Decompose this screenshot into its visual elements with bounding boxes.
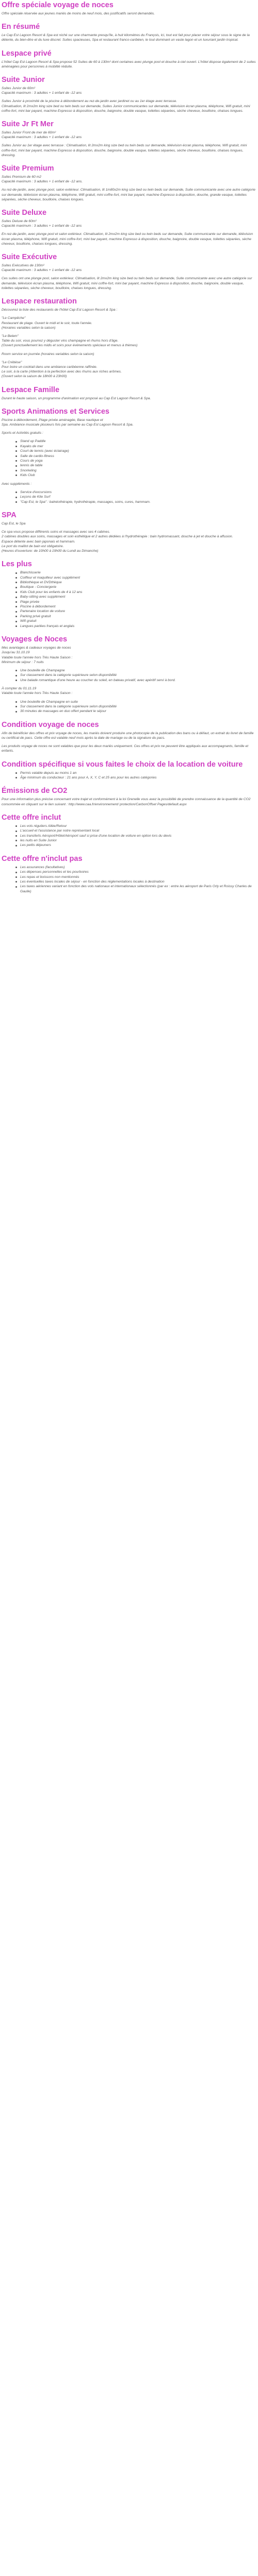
section-title: Sports Animations et Services xyxy=(2,407,109,416)
list-item: Boutique - Conciergerie xyxy=(20,585,256,589)
paragraph: À compter du 01.11.19 Valable toute l'année hors Très Haute Saison : xyxy=(2,687,73,696)
paragraph: Suites Premium de 60 m2 Capacité maximum : 3 adultes + 1 enfant de -12 ans. xyxy=(2,175,83,184)
list-item: Cours de yoga xyxy=(20,459,256,463)
paragraph: Suites Junior à proximité de la piscine à débordement au rez-de-jardin avec jardinet ou au 1er étage avec terrasse. Climatisation, lit 2mx2m king size bed ou twin beds sur demande, Suites Junior communicantes sur demande, télévision écran plasma, téléphone, Wifi gratuit, mini coffre-fort, mini bar payant, machine Expresso à disposition, douche, baignoire, double vasque, toilettes séparées, sèche cheveux, bouilloire, chaises longues. xyxy=(2,99,250,113)
list-item: Langues parlées français et anglais xyxy=(20,624,256,629)
paragraph: Suites Junior de 60m² Capacité maximum : 3 adultes + 1 enfant de -12 ans xyxy=(2,87,82,95)
list-item: Les assurances (facultatives) xyxy=(20,865,256,870)
bullet-list xyxy=(2,490,256,504)
section-cette-offre-inclut xyxy=(2,813,256,848)
list-item: Salle de cardio-fitness xyxy=(20,454,256,459)
list-item: Une bouteille de Champagne xyxy=(20,668,256,673)
section-title: Suite Premium xyxy=(2,164,54,173)
list-item: Les dépenses personnelles et les pourboires xyxy=(20,870,256,874)
paragraph: Room service en journée (horaires variables selon la saison) xyxy=(2,352,94,356)
paragraph: Suites Junior au 1er étage avec terrasse : Climatisation, lit 2mx2m king size bed ou twin beds sur demande, télévision écran plasma, téléphone, Wifi gratuit, mini coffre-fort, mini bar payant, machine Expresso à disposition, douche, baignoire, double vasque, toilettes séparées, sèche cheveux, bouilloire, chaises longues, dressing. xyxy=(2,144,247,157)
list-item: Les petits déjeuners xyxy=(20,843,256,848)
list-item: Les éventuelles taxes locales de séjour - en fonction des réglementations locales à destination xyxy=(20,879,256,884)
list-item: Sur classement dans la catégorie supérieure selon disponibilité xyxy=(20,704,256,709)
paragraph: Ces suites ont une plunge pool, salon extérieur. Climatisation, lit 2mx2m king size bed ou twin beds sur demande, Suite communicante avec une autre catégorie sur demande, télévision écran plasma, téléphone, Wifi gratuit, mini coffre-fort, mini bar payant, machine Expresso à disposition, douche, baignoire, double vasque, toilettes séparées, sèche cheveux, bouilloire, chaises longues, dressing. xyxy=(2,277,252,290)
bullet-list xyxy=(2,824,256,848)
section-title: Suite Junior xyxy=(2,76,45,84)
section-title: SPA xyxy=(2,511,17,520)
list-item: "Cap Est, le Spa" : balnéothérapie, hydrothérapie, massages, soins, cures, hammam. xyxy=(20,500,256,504)
list-item: tennis de table xyxy=(20,463,256,468)
list-item: Kids Club pour les enfants de 4 à 12 ans xyxy=(20,590,256,595)
bullet-list xyxy=(2,771,256,781)
bullet-list xyxy=(2,570,256,629)
paragraph: Avec suppléments : xyxy=(2,482,32,486)
section-emissions-de-co2 xyxy=(2,786,256,806)
section-title: En résumé xyxy=(2,23,40,31)
section-lespace-famille xyxy=(2,385,256,401)
list-item: Les taxes aériennes variant en fonction des vols nationaux et internationaux sélectionnés (par ex : entre les aéroport de Paris Orly et Roissy Charles de Gaulle) xyxy=(20,884,256,894)
list-item: Permis valable depuis au moins 1 an xyxy=(20,771,256,775)
section-title: Lespace privé xyxy=(2,49,52,58)
list-item: Blanchisserie xyxy=(20,570,256,575)
list-item: Wifi gratuit xyxy=(20,619,256,623)
bullet-list xyxy=(2,865,256,894)
paragraph: L'hôtel Cap Est Lagoon Resort & Spa propose 52 Suites de 60 à 130m² dont certaines avec plunge pool et douche à ciel ouvert. L'hôtel dispose également de 2 suites aménagées pour personnes à mobilité réduite. xyxy=(2,60,256,69)
section-suite-deluxe xyxy=(2,208,256,246)
list-item: Leçons de Kite Surf xyxy=(20,495,256,499)
section-cette-offre-n-inclut-pas xyxy=(2,854,256,894)
section-condition-voyage-de-noces xyxy=(2,720,256,754)
paragraph: Les produits voyage de noces ne sont valables que pour les deux mariés uniquement. Ces offres et prix ne peuvent être appliqués aux accompagnants, famille et enfants. xyxy=(2,744,249,753)
list-item: Sur classement dans la catégorie supérieure selon disponibilité xyxy=(20,673,256,677)
bullet-list xyxy=(2,700,256,714)
paragraph: Pour une information plus précise concernant votre trajet et conformément à la loi Grenelle vous avez la possibilité de prendre connaissance de la quantité de CO2 consommée en cliquant sur le lien suivant : http://www.caa.fr/environnement/ protection/CarbonOffset Pages/default.aspx xyxy=(2,798,251,806)
paragraph: Cap Est, le Spa xyxy=(2,522,26,526)
paragraph: Suites Deluxe de 60m² Capacité maximum : 3 adultes + 1 enfant de -12 ans xyxy=(2,219,82,228)
paragraph: Offre spéciale réservée aux jeunes mariés de moins de neuf mois, des justificatifs seront demandés. xyxy=(2,12,155,15)
list-item: Plage privée xyxy=(20,600,256,604)
section-sports-animations-et-services xyxy=(2,407,256,504)
section-suite-junior xyxy=(2,75,256,113)
list-item: Parking privé gratuit xyxy=(20,614,256,619)
section-title: Lespace restauration xyxy=(2,297,77,306)
section-title: Cette offre n'inclut pas xyxy=(2,854,83,863)
section-title: Suite Exécutive xyxy=(2,253,57,262)
paragraph: Durant le haute saison, un programme d'animation est proposé au Cap Est Lagoon Resort & Spa. xyxy=(2,396,151,400)
bullet-list xyxy=(2,439,256,478)
section-spa xyxy=(2,511,256,553)
list-item: Partenaire location de voiture xyxy=(20,609,256,614)
section-suite-executive xyxy=(2,252,256,291)
paragraph: Suites Junior Front de mer de 60m² Capacité maximum : 3 adultes + 1 enfant de -12 ans xyxy=(2,131,82,140)
section-title: Les plus xyxy=(2,560,32,569)
section-voyages-de-noces xyxy=(2,635,256,714)
list-item: Les transferts Aéroport/Hôtel/Aéroport sauf si prise d'une location de voiture en option lors du devis xyxy=(20,834,256,838)
list-item: Les vols réguliers Allée/Retour xyxy=(20,824,256,828)
paragraph: Au rez-de-jardin, avec plunge pool, salon extérieur. Climatisation, lit 1m80x2m king size bed ou twin beds sur demande, Suite communicante avec une autre catégorie sur demande, télévision écran plasma, téléphone, Wifi gratuit, mini coffre-fort, mini bar payant, machine Expresso à disposition, douche, grande vasque, toilettes séparées, sèche cheveux, bouilloire, chaises longues. xyxy=(2,188,255,201)
section-offre-speciale-voyage-de-noces xyxy=(2,1,256,16)
bullet-list xyxy=(2,668,256,683)
list-item: Piscine à débordement xyxy=(20,604,256,609)
paragraph: En rez-de-jardin, avec plunge pool et salon extérieur. Climatisation, lit 2mx2m king size bed ou twin beds sur demande, Suite communicante sur demande, télévision écran plasma, téléphone, Wifi gratuit, mini coffre-fort, mini bar payant, machine Expresso à disposition, douche, baignoire, double vasque, toilettes séparées, sèche cheveux, bouilloire, chaises longues, dressing. xyxy=(2,232,253,246)
section-title: Condition voyage de noces xyxy=(2,720,99,729)
list-item: les nuits en Suite Junior xyxy=(20,838,256,843)
page xyxy=(0,1,258,894)
list-item: Stand up Paddle xyxy=(20,439,256,444)
section-lespace-prive xyxy=(2,49,256,69)
list-item: Âge minimum du conducteur : 21 ans pour A, X, Y, C et 25 ans pour les autres catégories xyxy=(20,775,256,780)
paragraph: Piscine à débordement, Plage privée aménagée, Base nautique et Spa. Ambiance musicale plusieurs fois par semaine au Cap Est Lagoon Resort & Spa. xyxy=(2,418,134,427)
section-title: Émissions de CO2 xyxy=(2,787,68,795)
paragraph: Sports et Activités gratuits : xyxy=(2,431,43,435)
list-item: Bibliothèque et DVDthèque xyxy=(20,580,256,585)
list-item: Une balade romantique d'une heure au coucher du soleil, en bateau privatif, avec apéritif servi à bord. xyxy=(20,678,256,683)
paragraph: Suites Exécutives de 130m² Capacité maximum : 3 adultes + 1 enfant de -12 ans xyxy=(2,264,82,273)
list-item: Court de tennis (avec éclairage) xyxy=(20,449,256,453)
section-suite-jr-ft-mer xyxy=(2,120,256,158)
paragraph: Mes avantages & cadeaux voyages de noces Jusqu'au 31.10.19 Valable toute l'année hors Très Haute Saison : Minimum de séjour : 7 nuits xyxy=(2,646,73,664)
section-title: Cette offre inclut xyxy=(2,813,61,822)
section-condition-specifique-si-vous-faites-le-choix-de-la-location-de-voiture xyxy=(2,760,256,781)
section-title: Suite Deluxe xyxy=(2,209,47,217)
list-item: Kids Club xyxy=(20,473,256,478)
list-item: Une bouteille de Champagne en suite xyxy=(20,700,256,704)
section-title: Condition spécifique si vous faites le choix de la location de voiture xyxy=(2,760,243,769)
section-title: Suite Jr Ft Mer xyxy=(2,120,54,129)
paragraph: Ce spa vous propose différents soins et massages avec ses 4 cabines. 2 cabines doubles aux soins, massages et soin esthétique et 2 autres dédiées à l'hydrothérapie : bain hydromassant, douche à jet et douche à affusion. Espace détente avec bain japonais et hammam. Le port du maillot de bain est obligatoire. (Heures d'ouverture: de 10h00 à 19h00 du Lundi au Dimanche) xyxy=(2,530,233,553)
list-item: 30 minutes de massages en duo offert pendant le séjour xyxy=(20,709,256,714)
section-en-resume xyxy=(2,22,256,42)
paragraph: "Le Campêche" Restaurant de plage. Ouvert le midi et le soir, toute l'année. (Horaires variables selon la saison) xyxy=(2,316,92,330)
paragraph: "Le Belem" Table du soir, vous pourrez y déguster vins champagne et rhums hors d'âge. (Ouvert ponctuellement les midis et soirs pour événements spéciaux et menus à thèmes) xyxy=(2,334,138,348)
section-suite-premium xyxy=(2,164,256,202)
paragraph: Découvrez la liste des restaurants de l'hôtel Cap Est Lagoon Resort & Spa : xyxy=(2,308,118,312)
list-item: Service d'excursions xyxy=(20,490,256,495)
section-title: Voyages de Noces xyxy=(2,635,68,644)
paragraph: Afin de bénéficier des offres et prix voyage de noces, les mariés doivent produire une photocopie de la publication des bans ou à défaut, un extrait du livret de famille ou certificat de pacs. Cette offre est valable neuf mois après la date de mariage ou de la signature du pacs. xyxy=(2,731,254,740)
section-lespace-restauration xyxy=(2,297,256,379)
list-item: Snorkeling xyxy=(20,468,256,473)
paragraph: Le Cap Est Lagoon Resort & Spa est niché sur une charmante presqu'île, à huit kilomètres du François, lci, tout est fait pour placer votre séjour sous le signe de la détente, du bien-être et du luxe discret. Suites spacieuses, Spa et restaurant franco-caribéen, le tout dominant un vaste lagon et un luxuriant jardin tropical. xyxy=(2,33,250,42)
list-item: L'accueil et l'assistance par notre représentant local xyxy=(20,828,256,833)
section-les-plus xyxy=(2,560,256,629)
section-title: Lespace Famille xyxy=(2,385,60,394)
section-title: Offre spéciale voyage de noces xyxy=(2,1,114,9)
list-item: Coiffeur et maquilleur avec supplément xyxy=(20,575,256,580)
list-item: Kayaks de mer xyxy=(20,444,256,449)
list-item: Les repas et boissons non mentionnés xyxy=(20,875,256,879)
list-item: Baby-sitting avec supplément xyxy=(20,595,256,599)
paragraph: "Le Crébèse" Pour boire un cocktail dans une ambiance caribéenne raffinée. Le soir, à la carte (Attention à la perfection avec des rhums aux riches arômes. (Ouvert selon la saison de 18h00 à 23h00) xyxy=(2,360,122,379)
